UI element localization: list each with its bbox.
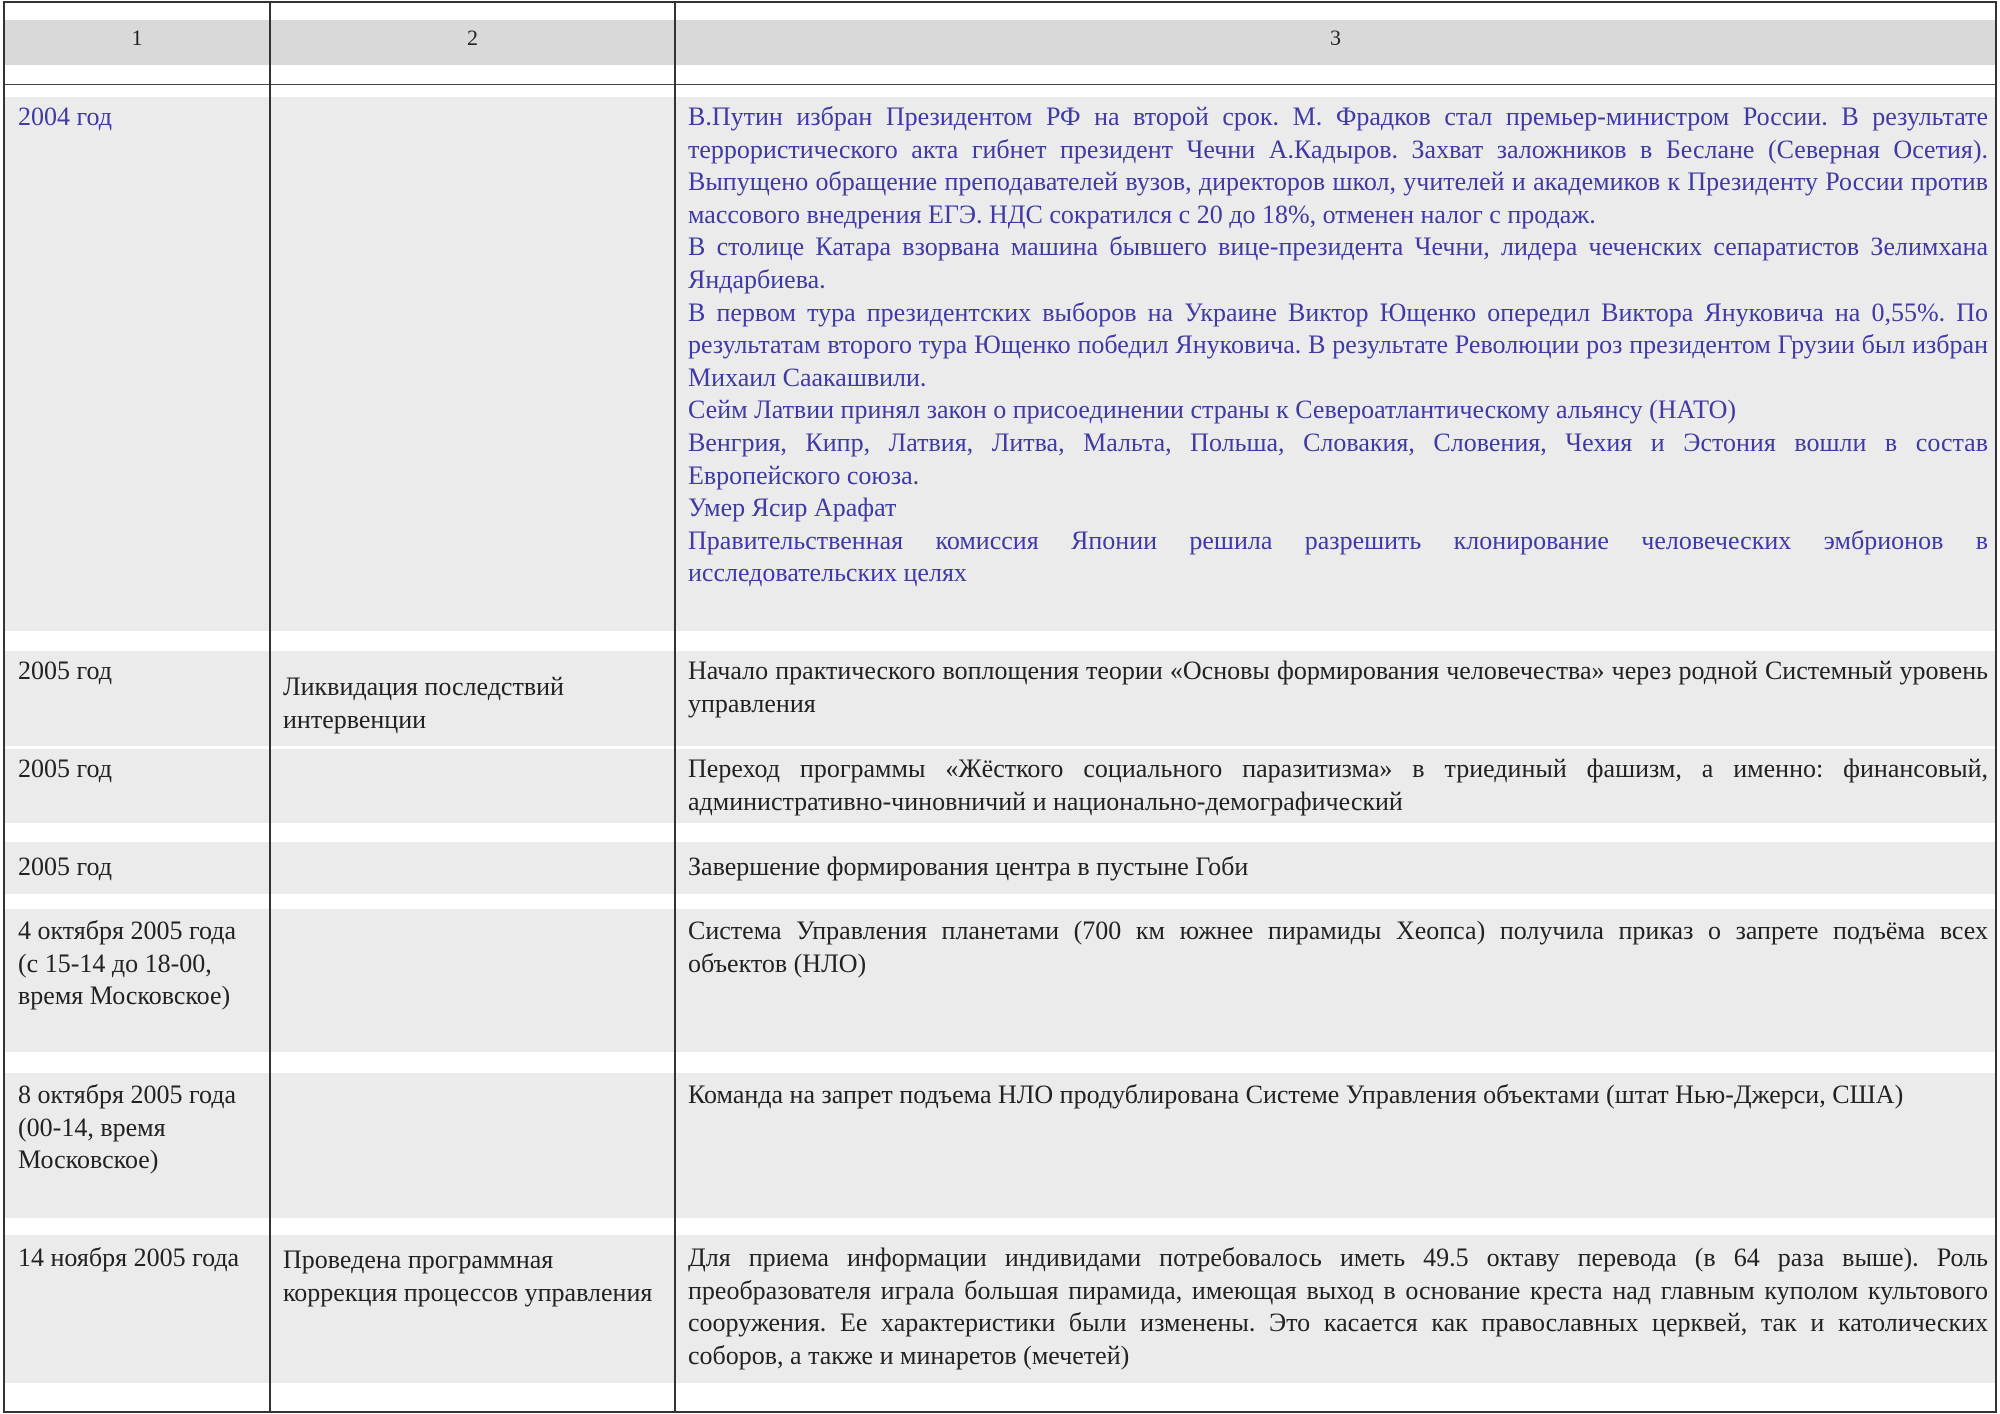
detail-paragraph: В столице Катара взорвана машина бывшего вице-президента Чечни, лидера чеченских сепаратистов Зелимхана Яндарбиева.: [688, 232, 1988, 294]
chronology-table: [3, 1, 1997, 1413]
row-details: Переход программы «Жёсткого социального паразитизма» в триединый фашизм, а именно: финансовый, административно-чиновничий и национально-демографический: [688, 754, 1988, 816]
header-col-2: 2: [467, 25, 478, 50]
detail-paragraph: В первом тура президентских выборов на Украине Виктор Ющенко опередил Виктора Януковича на 0,55%. По результатам второго тура Ющенко победил Януковича. В результате Революции роз президентом Грузии был избран Михаил Саакашвили.: [688, 297, 1988, 392]
row-details: Команда на запрет подъема НЛО продублирована Системе Управления объектами (штат Нью-Джерси, США): [688, 1080, 1904, 1109]
detail-paragraph: В.Путин избран Президентом РФ на второй срок. М. Фрадков стал премьер-министром России. В результате террористического акта гибнет президент Чечни А.Кадыров. Захват заложников в Беслане (Северная Осетия). Выпущено обращение преподавателей вузов, директоров школ, учителей и академиков к Президенту России против массового внедрения ЕГЭ. НДС сократился с 20 до 18%, отменен налог с продаж.: [688, 102, 1988, 229]
row-event: Ликвидация последствий интервенции: [283, 672, 564, 734]
column-divider: [674, 3, 676, 1411]
row-details: Система Управления планетами (700 км южнее пирамиды Хеопса) получила приказ о запрете подъёма всех объектов (НЛО): [688, 916, 1988, 978]
row-details: Для приема информации индивидами потребовалось иметь 49.5 октаву перевода (в 64 раза выше). Роль преобразователя играла большая пирамида, имеющая выход в основание креста над главным куполом культового сооружения. Ее характеристики были изменены. Это касается как православных церквей, так и католических соборов, а также и минаретов (мечетей): [688, 1243, 1988, 1370]
row-details: Начало практического воплощения теории «Основы формирования человечества» через родной Системный уровень управления: [688, 656, 1988, 718]
header-divider: [5, 84, 1995, 85]
header-col-3: 3: [1330, 25, 1341, 50]
header-col-1: 1: [131, 25, 143, 50]
row-date: 4 октября 2005 года (с 15-14 до 18-00, время Московское): [18, 916, 236, 1011]
row-date: 8 октября 2005 года (00-14, время Московское): [18, 1080, 236, 1175]
column-divider: [269, 3, 271, 1411]
row-date: 2004 год: [18, 102, 112, 131]
detail-paragraph: Умер Ясир Арафат: [688, 493, 897, 523]
detail-paragraph: Венгрия, Кипр, Латвия, Литва, Мальта, Польша, Словакия, Словения, Чехия и Эстония вошли в состав Европейского союза.: [688, 427, 1988, 490]
row-details: Завершение формирования центра в пустыне Гоби: [688, 852, 1249, 881]
detail-paragraph: Правительственная комиссия Японии решила разрешить клонирование человеческих эмбрионов в исследовательских целях: [688, 525, 1988, 588]
row-details: [688, 101, 1988, 590]
detail-paragraph: Сейм Латвии принял закон о присоединении страны к Североатлантическому альянсу (НАТО): [688, 395, 1737, 425]
row-event: Проведена программная коррекция процессов управления: [283, 1245, 653, 1307]
table-header: [5, 20, 1995, 65]
row-date: 2005 год: [18, 852, 112, 881]
row-date: 14 ноября 2005 года: [18, 1243, 240, 1272]
row-date: 2005 год: [18, 656, 112, 685]
row-date: 2005 год: [18, 754, 112, 783]
